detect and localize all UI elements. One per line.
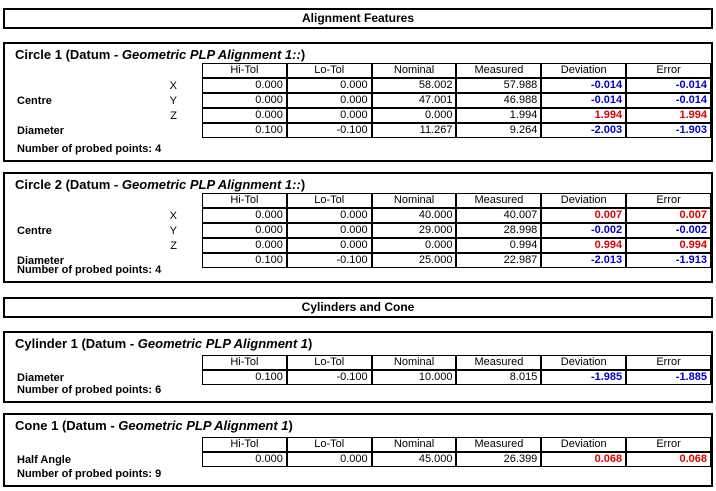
circle2-axis-x-label: X: [169, 210, 177, 222]
col-header-error: Error: [626, 193, 711, 208]
deviation-cell: -0.014: [541, 93, 626, 108]
circle2-diameter-label: Diameter: [17, 255, 65, 267]
nominal-cell: 47.001: [372, 93, 457, 108]
col-header-nominal: Nominal: [372, 437, 457, 452]
error-cell: -1.903: [626, 123, 711, 138]
deviation-cell: -0.014: [541, 78, 626, 93]
cylinder1-title-prefix: Cylinder 1 (Datum -: [15, 336, 138, 351]
nominal-cell: 40.000: [372, 208, 457, 223]
circle1-probed-points: Number of probed points: 4: [17, 143, 162, 155]
table-row-z: [202, 238, 711, 253]
measured-cell: 40.007: [456, 208, 541, 223]
cone1-title: [15, 418, 293, 433]
hi-tol-cell: 0.000: [202, 93, 287, 108]
lo-tol-cell: 0.000: [287, 93, 372, 108]
measured-cell: 8.015: [456, 370, 541, 385]
col-header-lo-tol: Lo-Tol: [287, 193, 372, 208]
error-cell: -0.014: [626, 93, 711, 108]
col-header-nominal: Nominal: [372, 63, 457, 78]
hi-tol-cell: 0.000: [202, 238, 287, 253]
col-header-hi-tol: Hi-Tol: [202, 193, 287, 208]
hi-tol-cell: 0.100: [202, 253, 287, 268]
error-cell: -0.002: [626, 223, 711, 238]
cylinder1-title-suffix: ): [308, 336, 313, 351]
table-row-z: [202, 108, 711, 123]
circle1-section: [3, 42, 713, 162]
col-header-lo-tol: Lo-Tol: [287, 437, 372, 452]
nominal-cell: 11.267: [372, 123, 457, 138]
lo-tol-cell: 0.000: [287, 208, 372, 223]
col-header-deviation: Deviation: [541, 193, 626, 208]
hi-tol-cell: 0.100: [202, 123, 287, 138]
table-row-x: [202, 208, 711, 223]
nominal-cell: 0.000: [372, 108, 457, 123]
nominal-cell: 45.000: [372, 452, 457, 467]
circle1-table: [202, 63, 711, 138]
circle2-title: [15, 177, 305, 192]
measured-cell: 46.988: [456, 93, 541, 108]
measured-cell: 1.994: [456, 108, 541, 123]
table-header-row: [202, 63, 711, 78]
nominal-cell: 29.000: [372, 223, 457, 238]
col-header-hi-tol: Hi-Tol: [202, 355, 287, 370]
cylinder1-table: [202, 355, 711, 385]
circle1-datum-name: Geometric PLP Alignment 1::: [121, 47, 301, 62]
measured-cell: 9.264: [456, 123, 541, 138]
circle2-table: [202, 193, 711, 268]
circle1-centre-label: Centre: [17, 95, 52, 107]
circle1-title: [15, 47, 305, 62]
deviation-cell: 0.994: [541, 238, 626, 253]
cone1-title-prefix: Cone 1 (Datum -: [15, 418, 119, 433]
col-header-error: Error: [626, 63, 711, 78]
col-header-measured: Measured: [456, 437, 541, 452]
col-header-nominal: Nominal: [372, 193, 457, 208]
circle1-axis-y-label: Y: [169, 95, 177, 107]
circle2-title-prefix: Circle 2 (Datum -: [15, 177, 122, 192]
deviation-cell: -2.003: [541, 123, 626, 138]
cylinders-and-cone-header: [3, 297, 713, 318]
measured-cell: 26.399: [456, 452, 541, 467]
circle1-axis-z-label: Z: [170, 110, 177, 122]
circle2-title-suffix: ): [300, 177, 306, 192]
col-header-measured: Measured: [456, 63, 541, 78]
cone1-datum-name: Geometric PLP Alignment 1: [118, 418, 289, 433]
alignment-features-header: [3, 8, 713, 29]
table-row-diameter: [202, 370, 711, 385]
table-row-diameter: [202, 123, 711, 138]
col-header-lo-tol: Lo-Tol: [287, 355, 372, 370]
hi-tol-cell: 0.000: [202, 452, 287, 467]
circle1-title-suffix: ): [300, 47, 306, 62]
deviation-cell: 0.007: [541, 208, 626, 223]
deviation-cell: -2.013: [541, 253, 626, 268]
deviation-cell: -1.985: [541, 370, 626, 385]
col-header-lo-tol: Lo-Tol: [287, 63, 372, 78]
lo-tol-cell: -0.100: [287, 253, 372, 268]
hi-tol-cell: 0.000: [202, 208, 287, 223]
alignment-features-header-text: Alignment Features: [301, 11, 415, 25]
col-header-deviation: Deviation: [541, 63, 626, 78]
cylinders-and-cone-header-text: Cylinders and Cone: [301, 300, 415, 314]
nominal-cell: 10.000: [372, 370, 457, 385]
lo-tol-cell: 0.000: [287, 223, 372, 238]
col-header-error: Error: [626, 437, 711, 452]
lo-tol-cell: 0.000: [287, 78, 372, 93]
hi-tol-cell: 0.000: [202, 78, 287, 93]
error-cell: -0.014: [626, 78, 711, 93]
cylinder1-datum-name: Geometric PLP Alignment 1: [137, 336, 309, 351]
error-cell: 0.994: [626, 238, 711, 253]
cylinder1-title: [15, 336, 312, 351]
table-row-half-angle: [202, 452, 711, 467]
hi-tol-cell: 0.100: [202, 370, 287, 385]
col-header-hi-tol: Hi-Tol: [202, 437, 287, 452]
lo-tol-cell: 0.000: [287, 238, 372, 253]
cone1-half-angle-label: Half Angle: [17, 454, 71, 466]
table-header-row: [202, 437, 711, 452]
circle2-probed-points: Number of probed points: 4: [17, 264, 162, 276]
col-header-deviation: Deviation: [541, 355, 626, 370]
table-row-x: [202, 78, 711, 93]
circle2-section: [3, 172, 713, 283]
error-cell: -1.913: [626, 253, 711, 268]
hi-tol-cell: 0.000: [202, 108, 287, 123]
col-header-hi-tol: Hi-Tol: [202, 63, 287, 78]
table-header-row: [202, 193, 711, 208]
error-cell: 0.068: [626, 452, 711, 467]
cylinder1-section: [3, 331, 713, 403]
measured-cell: 0.994: [456, 238, 541, 253]
nominal-cell: 58.002: [372, 78, 457, 93]
cone1-probed-points: Number of probed points: 9: [17, 468, 162, 480]
measured-cell: 57.988: [456, 78, 541, 93]
hi-tol-cell: 0.000: [202, 223, 287, 238]
circle2-axis-z-label: Z: [170, 240, 177, 252]
circle1-axis-x-label: X: [169, 80, 177, 92]
cone1-section: [3, 413, 713, 487]
deviation-cell: -0.002: [541, 223, 626, 238]
lo-tol-cell: -0.100: [287, 370, 372, 385]
circle2-axis-y-label: Y: [169, 225, 177, 237]
table-header-row: [202, 355, 711, 370]
lo-tol-cell: 0.000: [287, 108, 372, 123]
measured-cell: 22.987: [456, 253, 541, 268]
table-row-diameter: [202, 253, 711, 268]
cylinder1-probed-points: Number of probed points: 6: [17, 384, 162, 396]
nominal-cell: 0.000: [372, 238, 457, 253]
col-header-measured: Measured: [456, 355, 541, 370]
nominal-cell: 25.000: [372, 253, 457, 268]
circle1-diameter-label: Diameter: [17, 125, 65, 137]
lo-tol-cell: 0.000: [287, 452, 372, 467]
col-header-nominal: Nominal: [372, 355, 457, 370]
cone1-table: [202, 437, 711, 467]
error-cell: 0.007: [626, 208, 711, 223]
cone1-title-suffix: ): [288, 418, 293, 433]
col-header-measured: Measured: [456, 193, 541, 208]
deviation-cell: 1.994: [541, 108, 626, 123]
circle2-datum-name: Geometric PLP Alignment 1::: [121, 177, 301, 192]
error-cell: 1.994: [626, 108, 711, 123]
deviation-cell: 0.068: [541, 452, 626, 467]
error-cell: -1.885: [626, 370, 711, 385]
table-row-y: [202, 93, 711, 108]
col-header-deviation: Deviation: [541, 437, 626, 452]
col-header-error: Error: [626, 355, 711, 370]
circle2-centre-label: Centre: [17, 225, 52, 237]
cylinder1-diameter-label: Diameter: [17, 372, 65, 384]
circle1-title-prefix: Circle 1 (Datum -: [15, 47, 122, 62]
table-row-y: [202, 223, 711, 238]
lo-tol-cell: -0.100: [287, 123, 372, 138]
measured-cell: 28.998: [456, 223, 541, 238]
